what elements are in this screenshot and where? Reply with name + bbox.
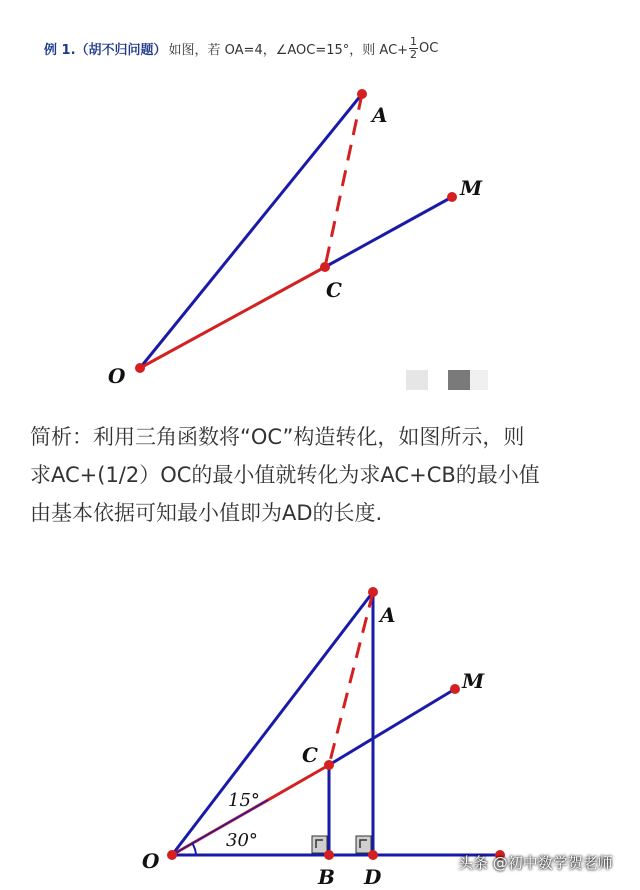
label-B: B bbox=[318, 865, 335, 889]
angle-label-15: 15° bbox=[228, 790, 260, 811]
segment-CM bbox=[329, 689, 455, 765]
watermark: 头条 @初中数学贺老师 bbox=[458, 854, 613, 872]
segment-OA bbox=[172, 592, 373, 855]
analysis-line-1: 简析：利用三角函数将“OC”构造转化，如图所示，则 bbox=[30, 425, 525, 449]
right-angle-D bbox=[356, 836, 371, 853]
point-C bbox=[324, 760, 334, 770]
label-C: C bbox=[326, 278, 342, 302]
point-D bbox=[368, 850, 378, 860]
label-A: A bbox=[380, 603, 396, 627]
point-O bbox=[167, 850, 177, 860]
analysis-line-2: 求AC+(1/2）OC的最小值就转化为求AC+CB的最小值 bbox=[30, 463, 540, 487]
problem-text-before: 如图，若 OA=4，∠AOC=15°，则 AC+ bbox=[168, 42, 409, 58]
segment-AC-dashed bbox=[329, 592, 373, 765]
label-A: A bbox=[372, 103, 388, 127]
problem-text-after: OC bbox=[419, 40, 439, 56]
label-M: M bbox=[462, 669, 485, 693]
angle-label-30: 30° bbox=[226, 830, 258, 851]
label-D: D bbox=[364, 865, 382, 889]
point-B bbox=[324, 850, 334, 860]
analysis-line-3: 由基本依据可知最小值即为AD的长度. bbox=[30, 501, 383, 525]
point-M bbox=[450, 684, 460, 694]
example-tag: 例 1.（胡不归问题） bbox=[44, 42, 167, 58]
point-A bbox=[368, 587, 378, 597]
angle-arc-O bbox=[192, 843, 196, 855]
fraction-denominator: 2 bbox=[410, 47, 418, 61]
label-O: O bbox=[108, 364, 126, 388]
label-C: C bbox=[302, 743, 318, 767]
right-angle-B bbox=[312, 836, 327, 853]
label-O: O bbox=[142, 849, 160, 873]
label-M: M bbox=[460, 176, 483, 200]
fraction-numerator: 1 bbox=[410, 34, 418, 48]
